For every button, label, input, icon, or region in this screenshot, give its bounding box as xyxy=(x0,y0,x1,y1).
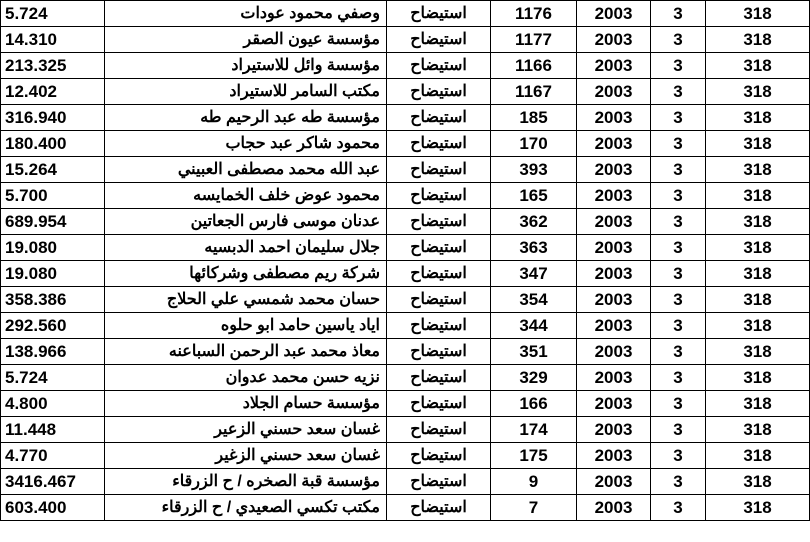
table-row xyxy=(1,157,810,183)
year-cell: 2003 xyxy=(577,105,651,131)
number-cell: 1176 xyxy=(491,1,577,27)
table-row xyxy=(1,105,810,131)
name-cell: وصفي محمود عودات xyxy=(105,1,387,27)
chapter-cell: 3 xyxy=(651,131,706,157)
number-cell: 344 xyxy=(491,313,577,339)
year-cell: 2003 xyxy=(577,79,651,105)
name-cell: عدنان موسى فارس الجعاتين xyxy=(105,209,387,235)
name-cell: مؤسسة عيون الصقر xyxy=(105,27,387,53)
code-cell: 318 xyxy=(706,27,810,53)
number-cell: 351 xyxy=(491,339,577,365)
number-cell: 393 xyxy=(491,157,577,183)
name-cell: مؤسسة حسام الجلاد xyxy=(105,391,387,417)
amount-cell: 4.770 xyxy=(1,443,105,469)
number-cell: 1166 xyxy=(491,53,577,79)
type-cell: استيضاح xyxy=(387,339,491,365)
name-cell: جلال سليمان احمد الدبسيه xyxy=(105,235,387,261)
code-cell: 318 xyxy=(706,495,810,521)
chapter-cell: 3 xyxy=(651,27,706,53)
name-cell: محمود شاكر عبد حجاب xyxy=(105,131,387,157)
year-cell: 2003 xyxy=(577,417,651,443)
type-cell: استيضاح xyxy=(387,391,491,417)
code-cell: 318 xyxy=(706,339,810,365)
type-cell: استيضاح xyxy=(387,53,491,79)
type-cell: استيضاح xyxy=(387,417,491,443)
type-cell: استيضاح xyxy=(387,495,491,521)
amount-cell: 15.264 xyxy=(1,157,105,183)
name-cell: محمود عوض خلف الخمايسه xyxy=(105,183,387,209)
chapter-cell: 3 xyxy=(651,313,706,339)
table-row xyxy=(1,53,810,79)
table-row xyxy=(1,27,810,53)
year-cell: 2003 xyxy=(577,443,651,469)
year-cell: 2003 xyxy=(577,1,651,27)
code-cell: 318 xyxy=(706,235,810,261)
amount-cell: 316.940 xyxy=(1,105,105,131)
year-cell: 2003 xyxy=(577,469,651,495)
code-cell: 318 xyxy=(706,131,810,157)
name-cell: عبد الله محمد مصطفى العبيني xyxy=(105,157,387,183)
number-cell: 1167 xyxy=(491,79,577,105)
amount-cell: 12.402 xyxy=(1,79,105,105)
year-cell: 2003 xyxy=(577,287,651,313)
chapter-cell: 3 xyxy=(651,365,706,391)
year-cell: 2003 xyxy=(577,261,651,287)
table-row xyxy=(1,469,810,495)
name-cell: مكتب تكسي الصعيدي / ح الزرقاء xyxy=(105,495,387,521)
name-cell: نزيه حسن محمد عدوان xyxy=(105,365,387,391)
table-row xyxy=(1,183,810,209)
amount-cell: 5.724 xyxy=(1,365,105,391)
table-row xyxy=(1,417,810,443)
name-cell: مؤسسة قبة الصخره / ح الزرقاء xyxy=(105,469,387,495)
number-cell: 165 xyxy=(491,183,577,209)
number-cell: 347 xyxy=(491,261,577,287)
chapter-cell: 3 xyxy=(651,495,706,521)
chapter-cell: 3 xyxy=(651,157,706,183)
code-cell: 318 xyxy=(706,183,810,209)
amount-cell: 5.700 xyxy=(1,183,105,209)
amount-cell: 292.560 xyxy=(1,313,105,339)
chapter-cell: 3 xyxy=(651,261,706,287)
year-cell: 2003 xyxy=(577,27,651,53)
type-cell: استيضاح xyxy=(387,443,491,469)
chapter-cell: 3 xyxy=(651,235,706,261)
number-cell: 185 xyxy=(491,105,577,131)
code-cell: 318 xyxy=(706,157,810,183)
name-cell: شركة ريم مصطفى وشركائها xyxy=(105,261,387,287)
table-row xyxy=(1,261,810,287)
table-row xyxy=(1,209,810,235)
number-cell: 354 xyxy=(491,287,577,313)
code-cell: 318 xyxy=(706,1,810,27)
records-table-body xyxy=(1,1,810,521)
amount-cell: 603.400 xyxy=(1,495,105,521)
code-cell: 318 xyxy=(706,443,810,469)
year-cell: 2003 xyxy=(577,131,651,157)
code-cell: 318 xyxy=(706,469,810,495)
type-cell: استيضاح xyxy=(387,287,491,313)
code-cell: 318 xyxy=(706,417,810,443)
name-cell: مؤسسة وائل للاستيراد xyxy=(105,53,387,79)
number-cell: 9 xyxy=(491,469,577,495)
chapter-cell: 3 xyxy=(651,183,706,209)
amount-cell: 4.800 xyxy=(1,391,105,417)
chapter-cell: 3 xyxy=(651,391,706,417)
year-cell: 2003 xyxy=(577,183,651,209)
chapter-cell: 3 xyxy=(651,469,706,495)
amount-cell: 19.080 xyxy=(1,261,105,287)
name-cell: مكتب السامر للاستيراد xyxy=(105,79,387,105)
table-row xyxy=(1,365,810,391)
type-cell: استيضاح xyxy=(387,157,491,183)
chapter-cell: 3 xyxy=(651,105,706,131)
year-cell: 2003 xyxy=(577,339,651,365)
year-cell: 2003 xyxy=(577,365,651,391)
chapter-cell: 3 xyxy=(651,53,706,79)
number-cell: 166 xyxy=(491,391,577,417)
chapter-cell: 3 xyxy=(651,209,706,235)
type-cell: استيضاح xyxy=(387,27,491,53)
chapter-cell: 3 xyxy=(651,287,706,313)
table-row xyxy=(1,443,810,469)
code-cell: 318 xyxy=(706,105,810,131)
code-cell: 318 xyxy=(706,209,810,235)
amount-cell: 3416.467 xyxy=(1,469,105,495)
number-cell: 175 xyxy=(491,443,577,469)
number-cell: 363 xyxy=(491,235,577,261)
amount-cell: 14.310 xyxy=(1,27,105,53)
name-cell: اياد ياسين حامد ابو حلوه xyxy=(105,313,387,339)
code-cell: 318 xyxy=(706,287,810,313)
code-cell: 318 xyxy=(706,391,810,417)
name-cell: معاذ محمد عبد الرحمن السباعنه xyxy=(105,339,387,365)
chapter-cell: 3 xyxy=(651,339,706,365)
table-row xyxy=(1,131,810,157)
code-cell: 318 xyxy=(706,313,810,339)
year-cell: 2003 xyxy=(577,495,651,521)
type-cell: استيضاح xyxy=(387,469,491,495)
amount-cell: 213.325 xyxy=(1,53,105,79)
table-row xyxy=(1,313,810,339)
number-cell: 174 xyxy=(491,417,577,443)
type-cell: استيضاح xyxy=(387,313,491,339)
type-cell: استيضاح xyxy=(387,235,491,261)
name-cell: مؤسسة طه عبد الرحيم طه xyxy=(105,105,387,131)
number-cell: 362 xyxy=(491,209,577,235)
number-cell: 170 xyxy=(491,131,577,157)
type-cell: استيضاح xyxy=(387,131,491,157)
name-cell: حسان محمد شمسي علي الحلاج xyxy=(105,287,387,313)
number-cell: 1177 xyxy=(491,27,577,53)
amount-cell: 19.080 xyxy=(1,235,105,261)
type-cell: استيضاح xyxy=(387,183,491,209)
table-row xyxy=(1,235,810,261)
chapter-cell: 3 xyxy=(651,417,706,443)
table-row xyxy=(1,391,810,417)
table-row xyxy=(1,287,810,313)
chapter-cell: 3 xyxy=(651,79,706,105)
year-cell: 2003 xyxy=(577,209,651,235)
table-row xyxy=(1,1,810,27)
name-cell: غسان سعد حسني الزعير xyxy=(105,417,387,443)
type-cell: استيضاح xyxy=(387,105,491,131)
code-cell: 318 xyxy=(706,53,810,79)
chapter-cell: 3 xyxy=(651,1,706,27)
amount-cell: 358.386 xyxy=(1,287,105,313)
year-cell: 2003 xyxy=(577,53,651,79)
table-row xyxy=(1,79,810,105)
type-cell: استيضاح xyxy=(387,79,491,105)
table-row xyxy=(1,339,810,365)
number-cell: 329 xyxy=(491,365,577,391)
year-cell: 2003 xyxy=(577,391,651,417)
chapter-cell: 3 xyxy=(651,443,706,469)
type-cell: استيضاح xyxy=(387,261,491,287)
amount-cell: 689.954 xyxy=(1,209,105,235)
name-cell: غسان سعد حسني الزغير xyxy=(105,443,387,469)
table-row xyxy=(1,495,810,521)
code-cell: 318 xyxy=(706,79,810,105)
amount-cell: 11.448 xyxy=(1,417,105,443)
year-cell: 2003 xyxy=(577,313,651,339)
amount-cell: 180.400 xyxy=(1,131,105,157)
code-cell: 318 xyxy=(706,365,810,391)
amount-cell: 5.724 xyxy=(1,1,105,27)
year-cell: 2003 xyxy=(577,235,651,261)
number-cell: 7 xyxy=(491,495,577,521)
code-cell: 318 xyxy=(706,261,810,287)
amount-cell: 138.966 xyxy=(1,339,105,365)
year-cell: 2003 xyxy=(577,157,651,183)
type-cell: استيضاح xyxy=(387,209,491,235)
type-cell: استيضاح xyxy=(387,365,491,391)
type-cell: استيضاح xyxy=(387,1,491,27)
